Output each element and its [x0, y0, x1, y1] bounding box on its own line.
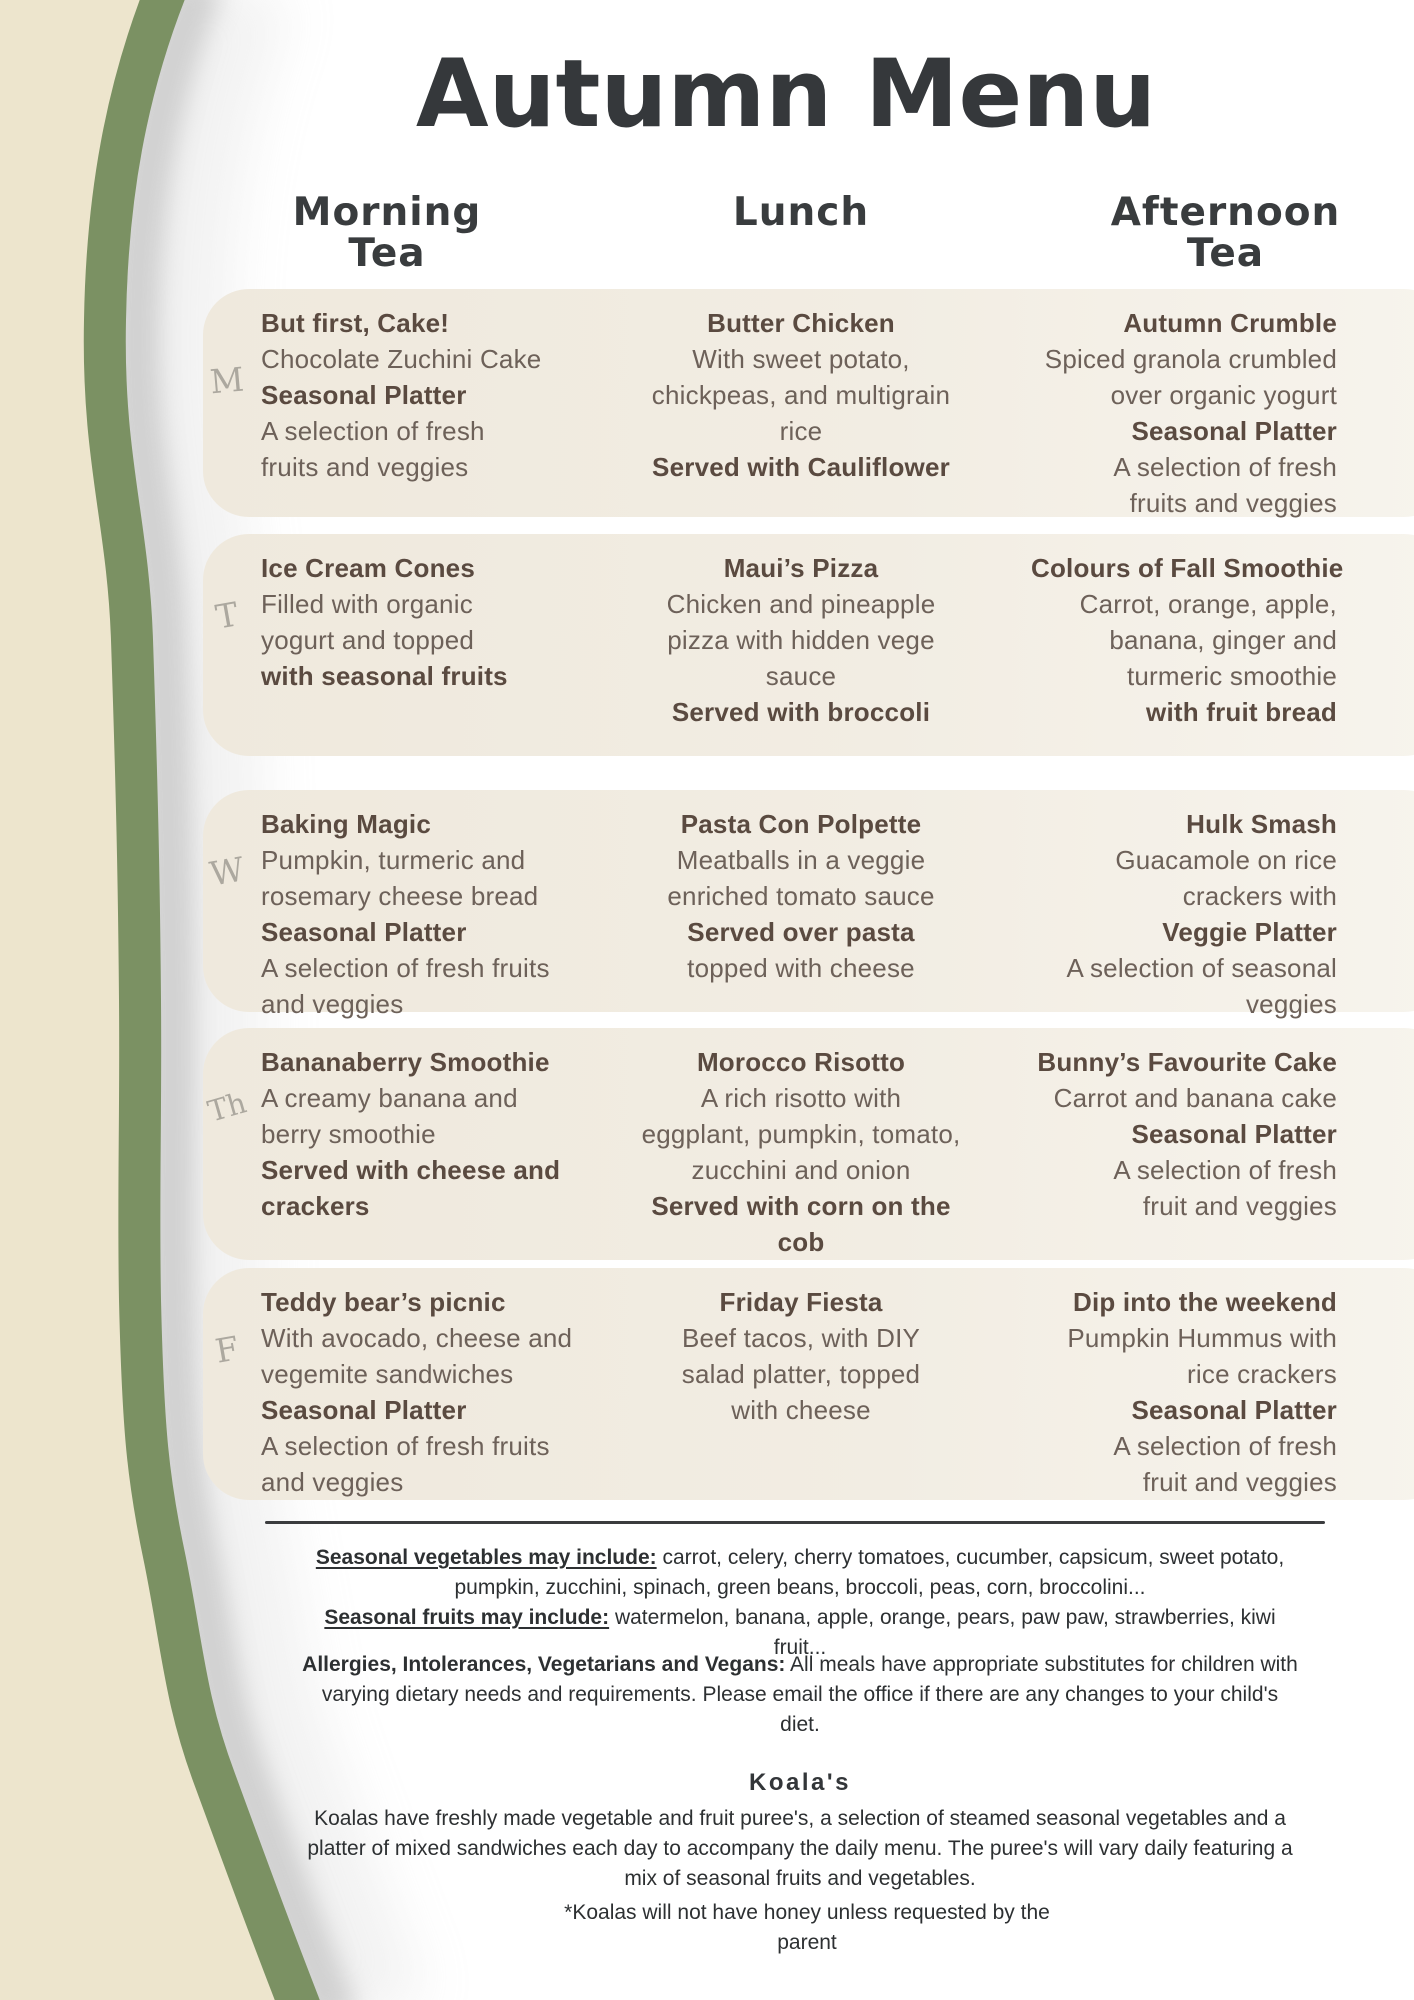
menu-line: rosemary cheese bread [261, 881, 539, 911]
menu-line: A selection of fresh [1113, 452, 1337, 482]
menu-line: with fruit bread [1146, 697, 1337, 727]
menu-row [203, 790, 1414, 1019]
menu-cell-morning [203, 305, 571, 521]
menu-line: with cheese [731, 1395, 871, 1425]
menu-line: Carrot, orange, apple, [1079, 589, 1337, 619]
menu-line: sauce [765, 661, 837, 691]
menu-line: vegemite sandwiches [261, 1359, 514, 1389]
menu-line: Carrot and banana cake [1053, 1083, 1337, 1113]
menu-line: chickpeas, and multigrain [651, 380, 951, 410]
menu-line: Maui’s Pizza [723, 553, 879, 583]
menu-line: salad platter, topped [681, 1359, 921, 1389]
menu-line: turmeric smoothie [1126, 661, 1337, 691]
menu-line: Teddy bear’s picnic [261, 1287, 506, 1317]
menu-cell-morning [203, 806, 571, 1022]
day-letter: T [212, 594, 242, 637]
menu-line: Seasonal Platter [1131, 416, 1337, 446]
menu-line: Seasonal Platter [1131, 1119, 1337, 1149]
menu-cell-afternoon [1031, 1044, 1414, 1260]
honey-note: *Koalas will not have honey unless requested by the parent [564, 1901, 1050, 1954]
menu-cell-lunch [571, 305, 1031, 521]
menu-line: Hulk Smash [1186, 809, 1337, 839]
menu-line: A selection of fresh [261, 416, 485, 446]
menu-line: rice [779, 416, 823, 446]
menu-line: With sweet potato, [692, 344, 910, 374]
menu-cell-afternoon [1031, 806, 1414, 1022]
menu-line: fruit and veggies [1142, 1467, 1337, 1497]
menu-line: A creamy banana and [261, 1083, 518, 1113]
menu-line: Autumn Crumble [1123, 308, 1337, 338]
menu-line: Dip into the weekend [1072, 1287, 1337, 1317]
menu-cell-lunch [571, 806, 1031, 1022]
menu-line: Butter Chicken [707, 308, 895, 338]
menu-line: Friday Fiesta [719, 1287, 883, 1317]
menu-line: Bunny’s Favourite Cake [1037, 1047, 1337, 1077]
menu-line: over organic yogurt [1110, 380, 1337, 410]
menu-cell-lunch [571, 550, 1031, 756]
menu-row [203, 1268, 1414, 1500]
menu-line: Meatballs in a veggie [676, 845, 926, 875]
menu-line: Filled with organic [261, 589, 473, 619]
menu-line: topped with cheese [687, 953, 915, 983]
menu-line: banana, ginger and [1109, 625, 1337, 655]
menu-cell-afternoon [1031, 305, 1414, 521]
menu-line: Served with corn on the [651, 1191, 951, 1221]
header-afternoon-tea: Afternoon Tea [1110, 190, 1341, 276]
menu-line: With avocado, cheese and [261, 1323, 573, 1353]
koalas-description: Koalas have freshly made vegetable and fruit puree's, a selection of steamed seasonal vegetables and a platter of mixed sandwiches each day to accompany the daily menu. The puree's will vary daily featuring a mix of seasonal fruits and vegetables. [307, 1807, 1293, 1890]
menu-row [203, 1028, 1414, 1260]
page-title: Autumn Menu [415, 40, 1157, 149]
allergies-note: Allergies, Intolerances, Vegetarians and Vegans: All meals have appropriate substitutes for children with varying dietary needs and requirements. Please email the office if there are any changes to your child's diet. [302, 1653, 1298, 1736]
menu-line: and veggies [261, 1467, 404, 1497]
menu-line: Chocolate Zuchini Cake [261, 344, 542, 374]
menu-line: Seasonal Platter [261, 380, 467, 410]
menu-line: eggplant, pumpkin, tomato, [641, 1119, 961, 1149]
menu-line: A selection of seasonal [1066, 953, 1337, 983]
menu-line: crackers [261, 1191, 370, 1221]
column-headers [203, 192, 1414, 274]
menu-line: crackers with [1182, 881, 1337, 911]
footer-divider [265, 1521, 1325, 1524]
menu-row [203, 289, 1414, 517]
menu-line: A selection of fresh fruits [261, 953, 550, 983]
menu-cell-morning [203, 1044, 571, 1260]
menu-line: Chicken and pineapple [666, 589, 936, 619]
menu-line: fruits and veggies [1129, 488, 1337, 518]
menu-line: cob [777, 1227, 825, 1257]
menu-line: But first, Cake! [261, 308, 450, 338]
day-letter: Th [204, 1085, 250, 1129]
menu-line: enriched tomato sauce [667, 881, 935, 911]
day-letter: M [208, 359, 246, 402]
koalas-heading: Koala's [749, 1769, 851, 1796]
menu-line: Ice Cream Cones [261, 553, 475, 583]
menu-line: Morocco Risotto [696, 1047, 906, 1077]
menu-line: pizza with hidden vege [667, 625, 935, 655]
menu-line: veggies [1245, 989, 1337, 1019]
menu-line: Served with broccoli [671, 697, 931, 727]
menu-line: yogurt and topped [261, 625, 475, 655]
menu-line: Pasta Con Polpette [680, 809, 922, 839]
menu-cell-lunch [571, 1044, 1031, 1260]
menu-line: zucchini and onion [691, 1155, 911, 1185]
menu-line: Baking Magic [261, 809, 431, 839]
menu-line: Served with cheese and [261, 1155, 561, 1185]
day-letter: W [206, 849, 248, 894]
menu-line: A selection of fresh [1113, 1155, 1337, 1185]
menu-cell-morning [203, 550, 571, 756]
menu-line: fruits and veggies [261, 452, 469, 482]
seasonal-vegetables-line: Seasonal vegetables may include: carrot, celery, cherry tomatoes, cucumber, capsicum, sweet potato, pumpkin, zucchini, spinach, green beans, broccoli, peas, corn, broccolini... [315, 1546, 1285, 1599]
menu-line: A selection of fresh fruits [261, 1431, 550, 1461]
day-letter: F [212, 1328, 242, 1371]
header-morning-tea: Morning Tea [292, 190, 482, 276]
menu-line: Seasonal Platter [1131, 1395, 1337, 1425]
menu-line: Veggie Platter [1162, 917, 1337, 947]
seasonal-fruits-line: Seasonal fruits may include: watermelon, banana, apple, orange, pears, paw paw, strawberries, kiwi fruit... [324, 1606, 1276, 1659]
menu-line: with seasonal fruits [261, 661, 508, 691]
menu-cell-afternoon [1031, 1284, 1414, 1500]
seasonal-include-note [300, 1543, 1300, 1663]
menu-line: and veggies [261, 989, 404, 1019]
menu-row [203, 534, 1414, 756]
menu-cell-lunch [571, 1284, 1031, 1500]
menu-line: Beef tacos, with DIY [681, 1323, 921, 1353]
menu-line: Served with Cauliflower [652, 452, 950, 482]
menu-cell-morning [203, 1284, 571, 1500]
header-lunch: Lunch [732, 190, 870, 235]
menu-line: fruit and veggies [1142, 1191, 1337, 1221]
menu-line: Pumpkin, turmeric and [261, 845, 526, 875]
menu-line: A rich risotto with [700, 1083, 902, 1113]
menu-line: A selection of fresh [1113, 1431, 1337, 1461]
menu-line: Seasonal Platter [261, 917, 467, 947]
menu-line: Colours of Fall Smoothie [1031, 553, 1344, 583]
menu-line: Bananaberry Smoothie [261, 1047, 550, 1077]
menu-line: Pumpkin Hummus with [1067, 1323, 1337, 1353]
menu-cell-afternoon [1031, 550, 1414, 756]
menu-line: Seasonal Platter [261, 1395, 467, 1425]
menu-line: Spiced granola crumbled [1044, 344, 1337, 374]
menu-line: Guacamole on rice [1115, 845, 1337, 875]
menu-line: Served over pasta [687, 917, 915, 947]
menu-line: berry smoothie [261, 1119, 436, 1149]
menu-line: rice crackers [1187, 1359, 1337, 1389]
